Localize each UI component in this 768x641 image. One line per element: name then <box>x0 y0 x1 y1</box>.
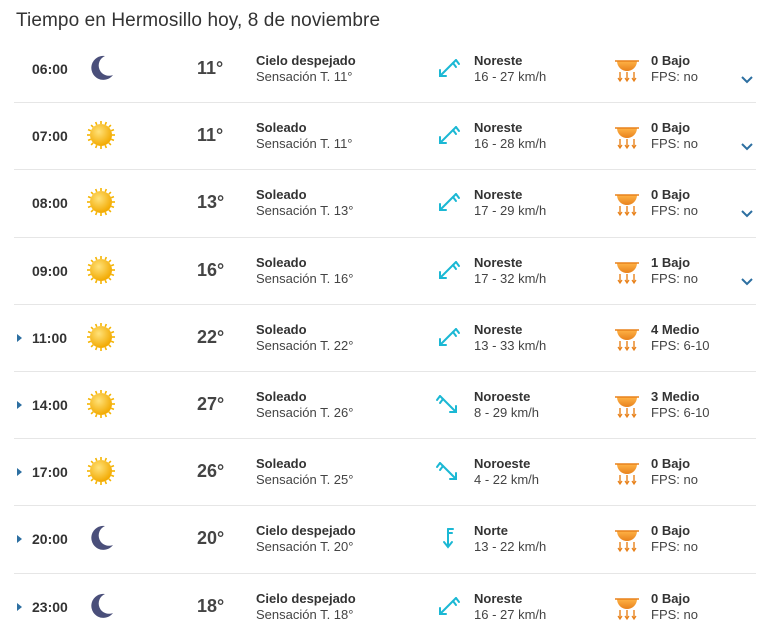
expand-row-icon[interactable] <box>17 401 22 409</box>
condition-label: Soleado <box>256 254 307 270</box>
uv-info <box>651 187 698 219</box>
temperature: 27° <box>197 393 225 414</box>
wind-info <box>474 322 546 354</box>
uv-index: 0 Bajo <box>651 187 691 203</box>
wind-north-icon <box>435 525 461 551</box>
wind-northeast-icon <box>435 324 461 350</box>
hour-label: 09:00 <box>32 262 68 279</box>
fps-recommendation: FPS: 6-10 <box>651 337 710 353</box>
forecast-row[interactable] <box>14 372 756 439</box>
wind-speed: 13 - 22 km/h <box>474 539 547 555</box>
condition <box>256 591 356 623</box>
uv-sun-icon <box>614 389 640 419</box>
condition-label: Cielo despejado <box>256 53 356 68</box>
wind-speed: 16 - 27 km/h <box>474 69 547 84</box>
feels-like: Sensación T. 20° <box>256 539 354 555</box>
wind-info <box>474 456 539 488</box>
uv-sun-icon <box>614 187 640 217</box>
condition <box>256 456 353 488</box>
fps-recommendation: FPS: no <box>651 539 698 555</box>
wind-northeast-icon <box>435 257 461 283</box>
temperature: 26° <box>197 461 225 482</box>
wind-info <box>474 255 546 287</box>
wind-speed: 17 - 32 km/h <box>474 270 547 286</box>
condition <box>256 187 353 219</box>
fps-recommendation: FPS: no <box>651 606 698 622</box>
hour-label: 14:00 <box>32 396 68 413</box>
wind-northeast-icon <box>435 593 461 619</box>
wind-speed: 17 - 29 km/h <box>474 203 547 219</box>
uv-index: 0 Bajo <box>651 456 691 472</box>
fps-recommendation: FPS: no <box>651 270 698 286</box>
feels-like: Sensación T. 26° <box>256 404 354 420</box>
fps-recommendation: FPS: no <box>651 136 698 152</box>
condition <box>256 120 353 152</box>
uv-sun-icon <box>614 591 640 621</box>
temperature: 16° <box>197 259 225 280</box>
wind-speed: 8 - 29 km/h <box>474 404 540 420</box>
sun-icon <box>86 255 116 285</box>
wind-direction: Noreste <box>474 53 523 68</box>
uv-index: 0 Bajo <box>651 590 691 606</box>
sun-icon <box>86 187 116 217</box>
feels-like: Sensación T. 16° <box>256 270 354 286</box>
condition <box>256 389 353 421</box>
sun-icon <box>86 456 116 486</box>
uv-sun-icon <box>614 456 640 486</box>
hour-label: 23:00 <box>32 598 68 615</box>
wind-northwest-icon <box>435 391 461 417</box>
feels-like: Sensación T. 13° <box>256 203 354 219</box>
uv-info <box>651 456 698 488</box>
fps-recommendation: FPS: 6-10 <box>651 404 710 420</box>
condition <box>256 523 356 555</box>
wind-northwest-icon <box>435 458 461 484</box>
chevron-down-icon[interactable] <box>740 139 754 149</box>
wind-direction: Norte <box>474 523 508 539</box>
uv-index: 3 Medio <box>651 388 700 404</box>
wind-speed: 16 - 27 km/h <box>474 606 547 622</box>
uv-index: 1 Bajo <box>651 254 691 270</box>
wind-northeast-icon <box>435 122 461 148</box>
hour-label: 20:00 <box>32 531 68 548</box>
hour-label: 08:00 <box>32 195 68 212</box>
wind-northeast-icon <box>435 55 461 81</box>
hour-label: 11:00 <box>32 329 68 346</box>
condition-label: Soleado <box>256 321 307 337</box>
uv-index: 0 Bajo <box>651 523 691 539</box>
forecast-row[interactable] <box>14 238 756 305</box>
sun-icon <box>86 322 116 352</box>
uv-index: 0 Bajo <box>651 53 691 68</box>
fps-recommendation: FPS: no <box>651 69 698 84</box>
wind-speed: 4 - 22 km/h <box>474 472 540 488</box>
uv-sun-icon <box>614 255 640 285</box>
forecast-row[interactable] <box>14 439 756 506</box>
sun-icon <box>86 389 116 419</box>
moon-icon <box>86 53 116 83</box>
expand-row-icon[interactable] <box>17 334 22 342</box>
condition-label: Soleado <box>256 456 307 472</box>
uv-info <box>651 389 710 421</box>
sun-icon <box>86 120 116 150</box>
wind-speed: 13 - 33 km/h <box>474 337 547 353</box>
uv-sun-icon <box>614 523 640 553</box>
wind-direction: Noreste <box>474 120 523 136</box>
temperature: 20° <box>197 528 225 549</box>
forecast-row[interactable] <box>14 170 756 237</box>
hour-label: 06:00 <box>32 61 68 77</box>
uv-sun-icon <box>614 120 640 150</box>
uv-info <box>651 53 698 85</box>
chevron-down-icon[interactable] <box>740 72 754 82</box>
wind-info <box>474 591 546 623</box>
uv-info <box>651 120 698 152</box>
wind-direction: Noreste <box>474 187 523 203</box>
forecast-row[interactable] <box>14 36 756 103</box>
condition-label: Soleado <box>256 120 307 136</box>
moon-icon <box>86 591 116 621</box>
forecast-row[interactable] <box>14 103 756 170</box>
temperature: 11° <box>197 125 224 146</box>
expand-row-icon[interactable] <box>17 603 22 611</box>
feels-like: Sensación T. 11° <box>256 136 353 152</box>
condition-label: Soleado <box>256 187 307 203</box>
wind-info <box>474 523 546 555</box>
temperature: 22° <box>197 326 225 347</box>
wind-info <box>474 187 546 219</box>
wind-direction: Noroeste <box>474 388 531 404</box>
hour-label: 07:00 <box>32 128 68 145</box>
condition <box>256 255 353 287</box>
condition <box>256 322 353 354</box>
fps-recommendation: FPS: no <box>651 472 698 488</box>
feels-like: Sensación T. 25° <box>256 472 354 488</box>
wind-northeast-icon <box>435 189 461 215</box>
uv-index: 0 Bajo <box>651 120 691 136</box>
wind-info <box>474 389 539 421</box>
uv-info <box>651 591 698 623</box>
forecast-row[interactable] <box>14 305 756 372</box>
feels-like: Sensación T. 18° <box>256 606 354 622</box>
expand-row-icon[interactable] <box>17 535 22 543</box>
wind-info <box>474 120 546 152</box>
temperature: 13° <box>197 192 225 213</box>
wind-direction: Noreste <box>474 254 523 270</box>
condition-label: Soleado <box>256 388 307 404</box>
expand-row-icon[interactable] <box>17 468 22 476</box>
chevron-down-icon[interactable] <box>740 274 754 284</box>
moon-icon <box>86 523 116 553</box>
wind-direction: Noroeste <box>474 456 531 472</box>
uv-info <box>651 523 698 555</box>
forecast-row[interactable] <box>14 506 756 573</box>
fps-recommendation: FPS: no <box>651 203 698 219</box>
wind-direction: Noreste <box>474 590 523 606</box>
condition <box>256 53 356 85</box>
uv-sun-icon <box>614 322 640 352</box>
chevron-down-icon[interactable] <box>740 206 754 216</box>
uv-index: 4 Medio <box>651 321 700 337</box>
temperature: 11° <box>197 58 224 78</box>
hourly-forecast-list <box>0 36 768 641</box>
forecast-row[interactable] <box>14 574 756 641</box>
uv-sun-icon <box>614 53 640 83</box>
temperature: 18° <box>197 595 225 616</box>
feels-like: Sensación T. 22° <box>256 337 354 353</box>
page-title: Tiempo en Hermosillo hoy, 8 de noviembre <box>16 10 381 31</box>
condition-label: Cielo despejado <box>256 590 356 606</box>
wind-direction: Noreste <box>474 321 523 337</box>
feels-like: Sensación T. 11° <box>256 69 353 84</box>
uv-info <box>651 322 710 354</box>
wind-info <box>474 53 546 85</box>
wind-speed: 16 - 28 km/h <box>474 136 547 152</box>
hour-label: 17:00 <box>32 464 68 481</box>
uv-info <box>651 255 698 287</box>
condition-label: Cielo despejado <box>256 523 356 539</box>
